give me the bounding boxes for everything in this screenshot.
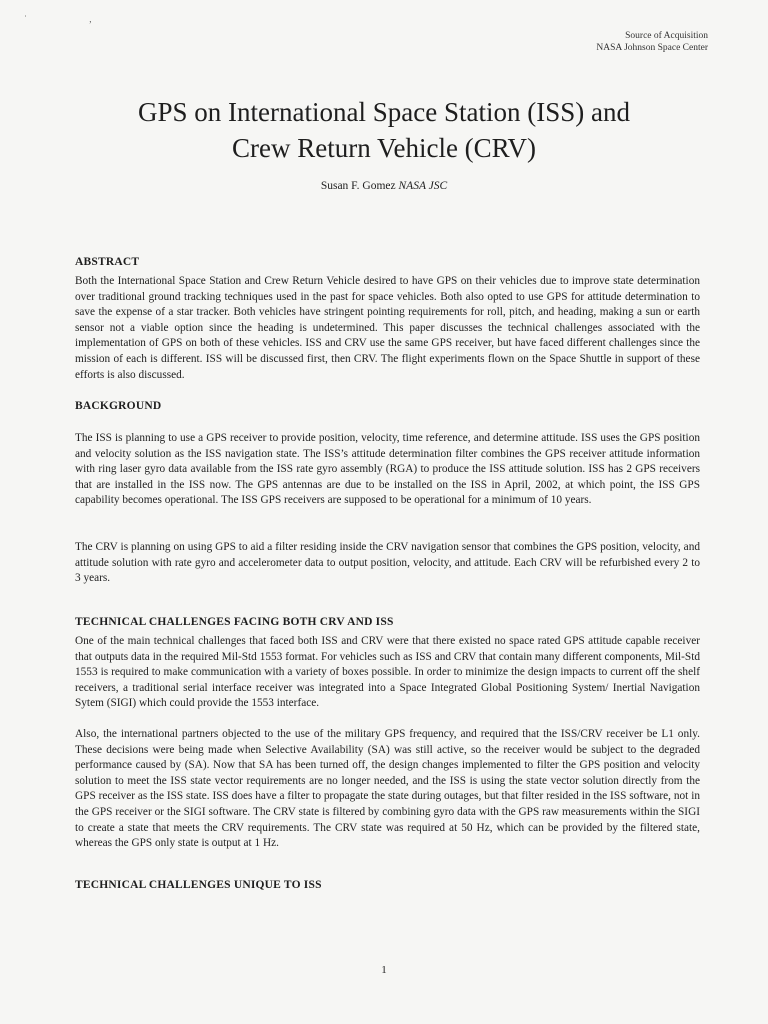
page-number: 1	[381, 964, 387, 976]
tech-both-paragraph-2: Also, the international partners objected to the use of the military GPS frequency, and required that the ISS/CRV receiver be L1 only. These decisions were being made when Selective Availability (SA) was still active, so the receiver would be subject to the degraded performance caused by (SA). Now that SA has been turned off, the design changes implemented to filter the GPS position and velocity solution to meet the ISS state vector requirements are no longer needed, and the ISS is using the state vector solution directly from the GPS receiver as the ISS state. ISS does have a filter to propagate the state during outages, but that filter resided in the ISS software, not in the GPS receiver or the SIGI software. The CRV state is filtered by combining gyro data with the GPS raw measurements within the SIGI to create a state that meets the CRV requirements. The CRV state was required at 50 Hz, which can be provided by the filtered state, whereas the GPS only state is output at 1 Hz.	[75, 728, 700, 850]
background-heading: BACKGROUND	[75, 400, 162, 412]
title-line-1: GPS on International Space Station (ISS) and	[138, 97, 630, 127]
author-line	[0, 180, 768, 192]
tech-iss-heading: TECHNICAL CHALLENGES UNIQUE TO ISS	[75, 879, 322, 891]
background-paragraph-2: The CRV is planning on using GPS to aid a filter residing inside the CRV navigation sensor that combines the GPS position, velocity, and attitude solution with rate gyro and accelerometer data to output position, velocity, and attitude. Each CRV will be refurbished every 2 to 3 years.	[75, 541, 700, 585]
author-name: Susan F. Gomez	[320, 180, 396, 192]
tech-both-paragraph-1: One of the main technical challenges that faced both ISS and CRV were that there existed no space rated GPS attitude capable receiver that outputs data in the required Mil-Std 1553 format. For vehicles such as ISS and CRV that contain many different components, Mil-Std 1553 is required to make communication with a variety of boxes possible. In order to minimize the design impacts to current off the shelf receivers, a traditional serial interface receiver was integrated into a Space Integrated Global Positioning System/ Inertial Navigation Sytem (SIGI) which could provide the 1553 interface.	[75, 635, 700, 710]
abstract-heading: ABSTRACT	[75, 256, 140, 268]
source-line-1: Source of Acquisition	[625, 31, 708, 41]
source-of-acquisition	[596, 30, 708, 54]
abstract-paragraph: Both the International Space Station and Crew Return Vehicle desired to have GPS on their vehicles due to improve state determination over traditional ground tracking techniques used in the past for space vehicles. Both also opted to use GPS for attitude determination to save the expense of a star tracker. Both vehicles have stringent pointing requirements for roll, pitch, and heading, making a sun or earth sensor not a viable option since the heading is undetermined. This paper discusses the technical challenges associated with the implementation of GPS on both of these vehicles. ISS and CRV use the same GPS receiver, but have faced different challenges since the mission of each is different. ISS will be discussed first, then CRV. The flight experiments flown on the Space Shuttle in support of these efforts is also discussed.	[75, 275, 700, 381]
paper-title	[0, 94, 768, 166]
background-paragraph-1: The ISS is planning to use a GPS receiver to provide position, velocity, time reference, and determine attitude. ISS uses the GPS position and velocity solution as the ISS navigation state. The ISS’s attitude determination filter combines the GPS receiver attitude information with ring laser gyro data available from the ISS rate gyro assembly (RGA) to produce the ISS attitude solution. ISS has 2 GPS receivers that are installed in the ISS now. The GPS antennas are due to be installed on the ISS in April, 2002, at which point, the ISS GPS capability becomes operational. The ISS GPS receivers are supposed to be operational for a minimum of 10 years.	[75, 432, 700, 507]
author-affiliation: NASA JSC	[398, 180, 448, 192]
title-line-2: Crew Return Vehicle (CRV)	[231, 133, 537, 163]
tech-both-heading: TECHNICAL CHALLENGES FACING BOTH CRV AND ISS	[75, 616, 394, 628]
scan-marks: ˙ ,	[24, 14, 122, 24]
source-line-2: NASA Johnson Space Center	[596, 43, 708, 53]
